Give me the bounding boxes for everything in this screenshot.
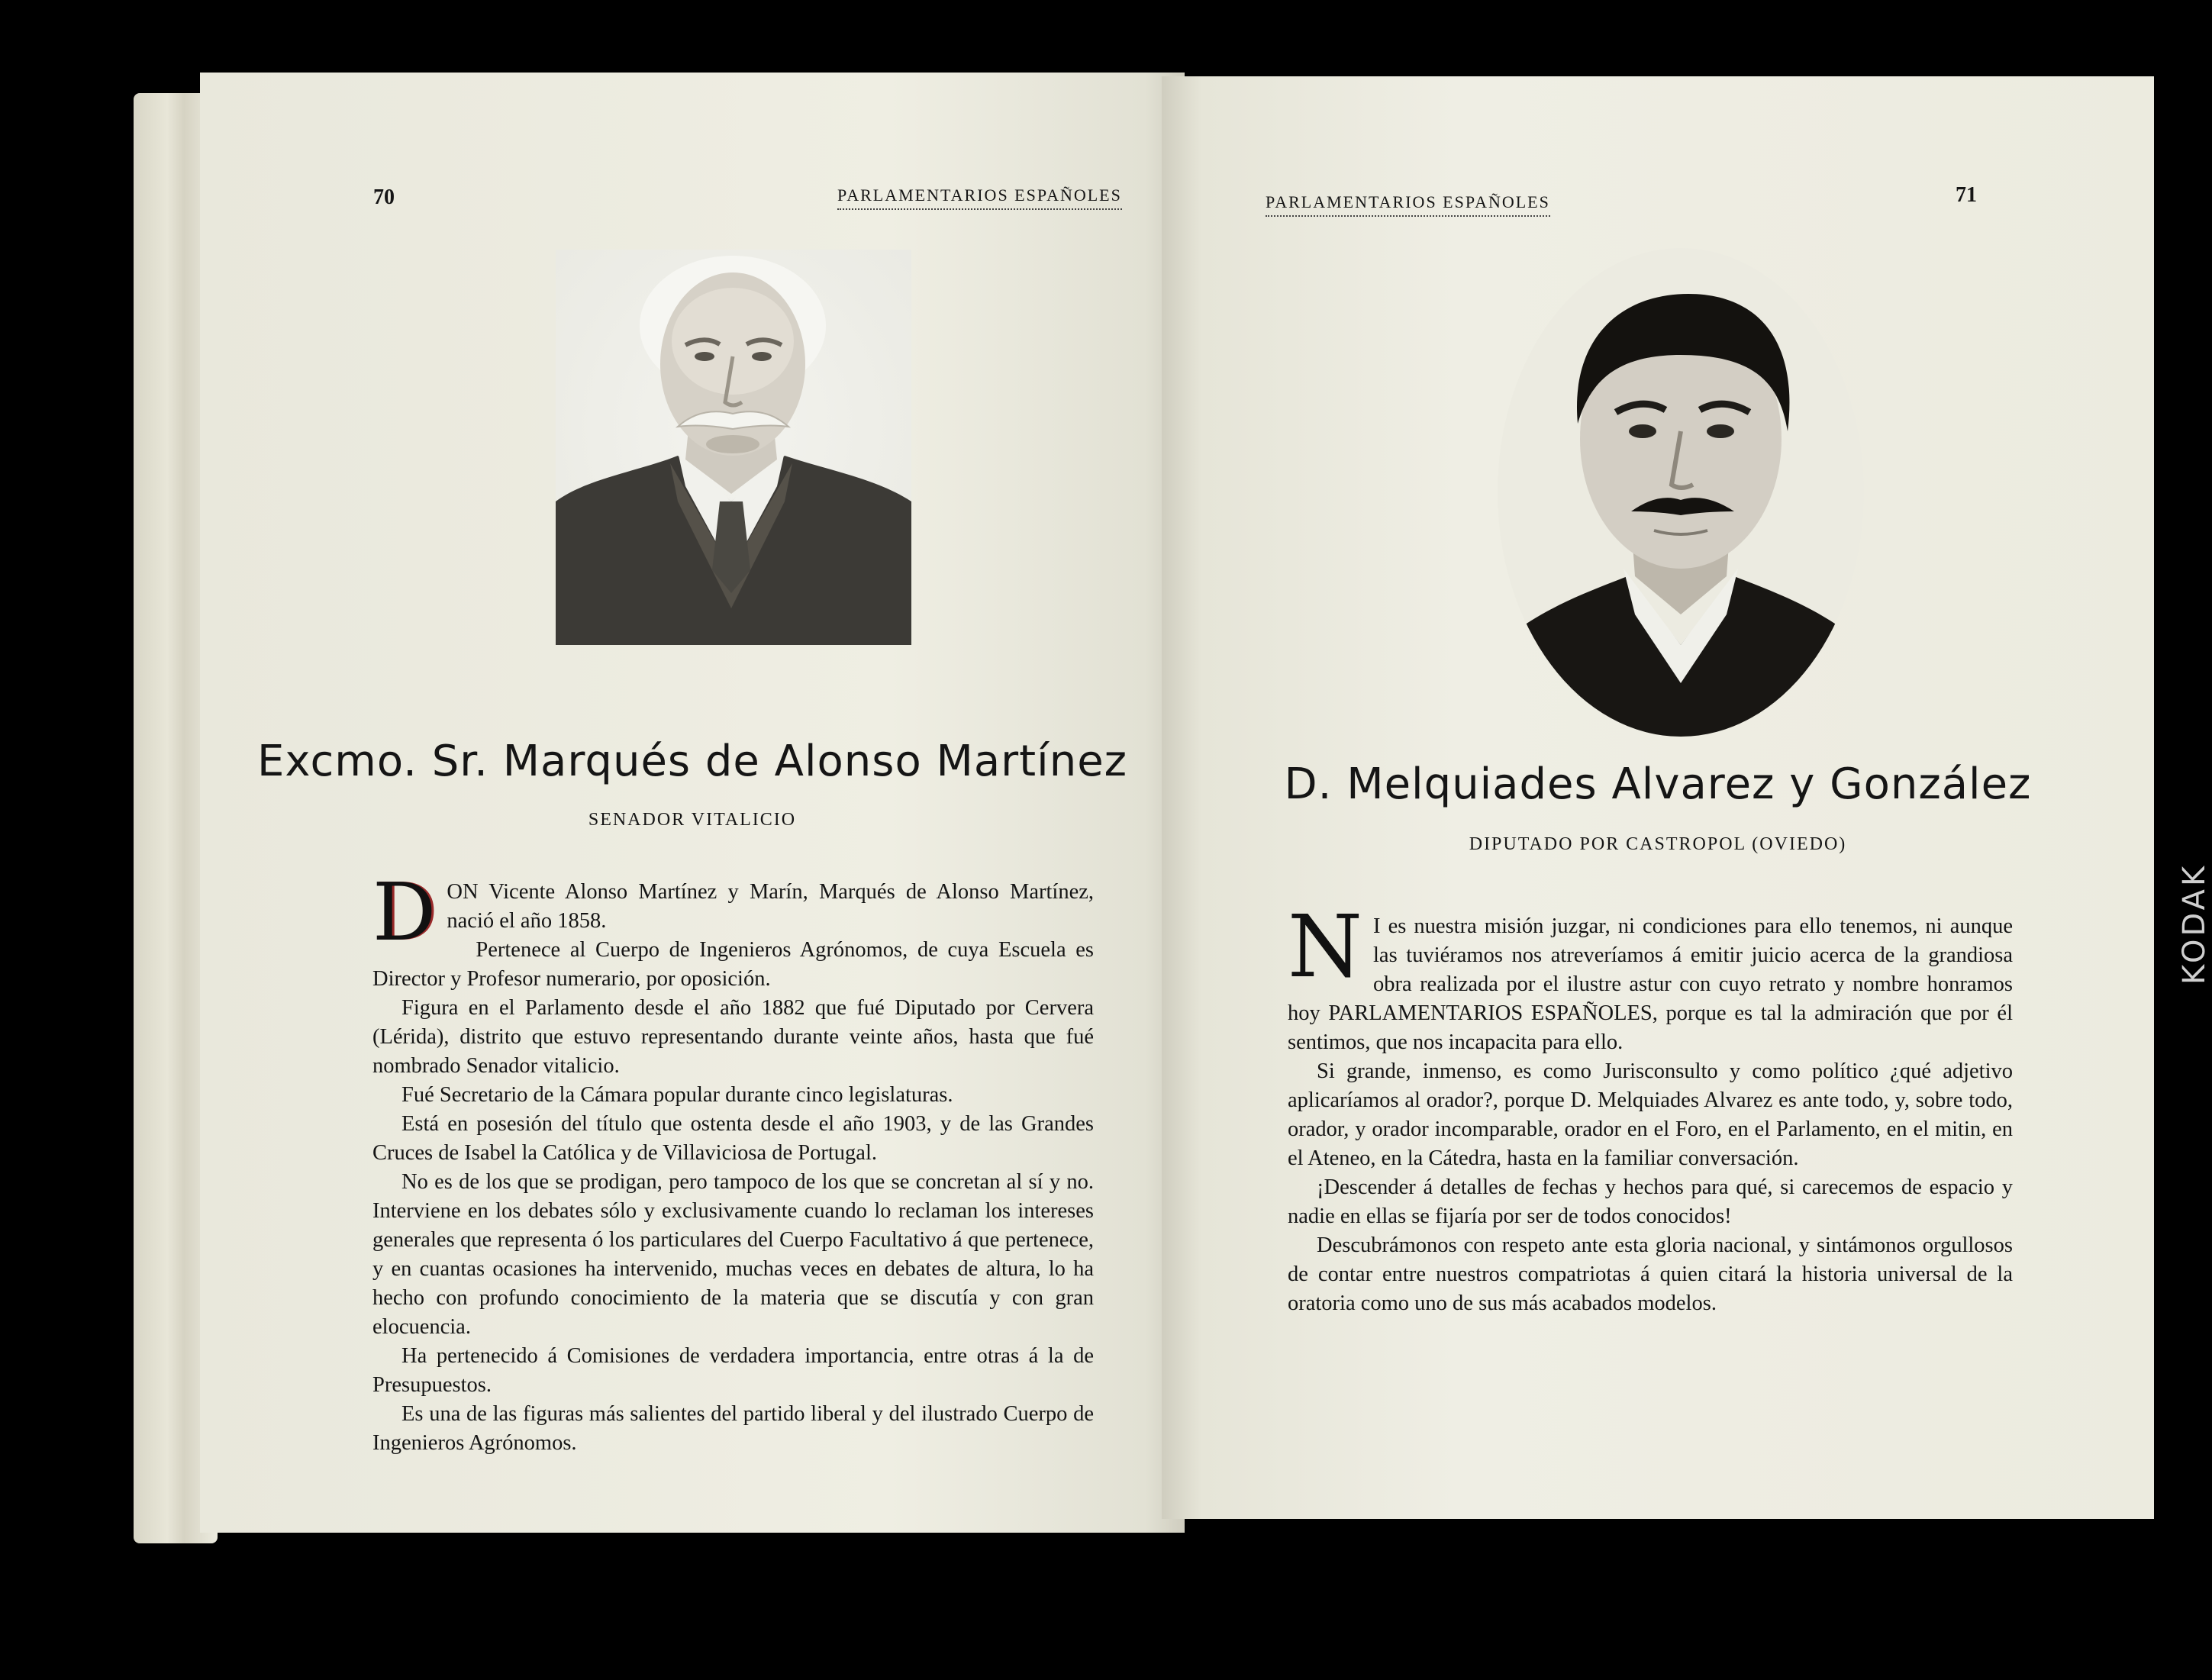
right-page-number: 71 (1956, 183, 1977, 207)
left-paragraph: Ha pertenecido á Comisiones de verdadera importancia, entre otras á la de Presupuestos. (372, 1344, 1094, 1397)
right-running-head: PARLAMENTARIOS ESPAÑOLES (1266, 192, 1550, 217)
right-paragraph: Descubrámonos con respeto ante esta gloria nacional, y sintámonos orgullosos de contar entre nuestros compatriotas á quien citará la historia universal de la oratoria como uno de sus más acabados modelos. (1288, 1233, 2013, 1315)
right-title: D. Melquiades Alvarez y González (1284, 759, 2032, 809)
right-paragraph (1288, 898, 2013, 1057)
left-body-text (372, 866, 1094, 1458)
right-subtitle: DIPUTADO POR CASTROPOL (OVIEDO) (1469, 834, 1847, 854)
left-paragraph: Pertenece al Cuerpo de Ingenieros Agrónomos, de cuya Escuela es Director y Profesor numerario, por oposición. (372, 938, 1094, 991)
left-page (200, 73, 1185, 1533)
right-body-text (1288, 898, 2013, 1318)
left-paragraph-text: ON Vicente Alonso Martínez y Marín, Marqués de Alonso Martínez, nació el año 1858. (447, 880, 1094, 933)
left-drop-cap: D (372, 866, 437, 959)
left-paragraph: Es una de las figuras más salientes del partido liberal y del ilustrado Cuerpo de Ingenieros Agrónomos. (372, 1402, 1094, 1455)
left-paragraph: Figura en el Parlamento desde el año 1882 que fué Diputado por Cervera (Lérida), distrito que estuvo representando durante veinte años, hasta que fué nombrado Senador vitalicio. (372, 996, 1094, 1078)
left-subtitle: SENADOR VITALICIO (588, 810, 797, 830)
right-drop-cap: N (1288, 898, 1362, 997)
right-paragraph-text: I es nuestra misión juzgar, ni condiciones para ello tenemos, ni aunque las tuviéramos nos atreveríamos á emitir juicio acerca de la grandiosa obra realizada por el ilustre astur con cuyo retrato y nombre honramos hoy PARLAMENTARIOS ESPAÑOLES, porque es tal la admiración que por él sentimos, que nos incapacita para ello. (1288, 914, 2013, 1054)
film-edge-watermark: KODAK (2177, 863, 2212, 985)
right-page (1162, 76, 2154, 1519)
portrait-melquiades-alvarez (1498, 248, 1864, 737)
right-paragraph: Si grande, inmenso, es como Jurisconsulto y como político ¿qué adjetivo aplicaríamos al orador?, porque D. Melquiades Alvarez es ante todo, y, sobre todo, orador, y orador incomparable, orador en el Foro, en el Parlamento, en el mitin, en el Ateneo, en la Cátedra, hasta en la familiar conversación. (1288, 1059, 2013, 1170)
left-running-head: PARLAMENTARIOS ESPAÑOLES (837, 185, 1122, 210)
left-paragraph: Fué Secretario de la Cámara popular durante cinco legislaturas. (401, 1083, 953, 1107)
left-title: Excmo. Sr. Marqués de Alonso Martínez (256, 737, 1128, 786)
right-paragraph: ¡Descender á detalles de fechas y hechos para qué, si carecemos de espacio y nadie en ellas se fijaría por ser de todos conocidos! (1288, 1175, 2013, 1228)
portrait-alonso-martinez (556, 250, 911, 645)
left-paragraph: Está en posesión del título que ostenta desde el año 1903, y de las Grandes Cruces de Isabel la Católica y de Villaviciosa de Portugal. (372, 1112, 1094, 1165)
left-paragraph (372, 866, 1094, 959)
left-paragraph: No es de los que se prodigan, pero tampoco de los que se concretan al sí y no. Interviene en los debates sólo y exclusivamente cuando lo reclaman los intereses generales que representa ó los particulares del Cuerpo Facultativo á que pertenece, y en cuantas ocasiones ha intervenido, muchas veces en debates de altura, lo ha hecho con profundo conocimiento de la materia que se discutía y con gran elocuencia. (372, 1170, 1094, 1339)
left-page-number: 70 (373, 185, 395, 209)
